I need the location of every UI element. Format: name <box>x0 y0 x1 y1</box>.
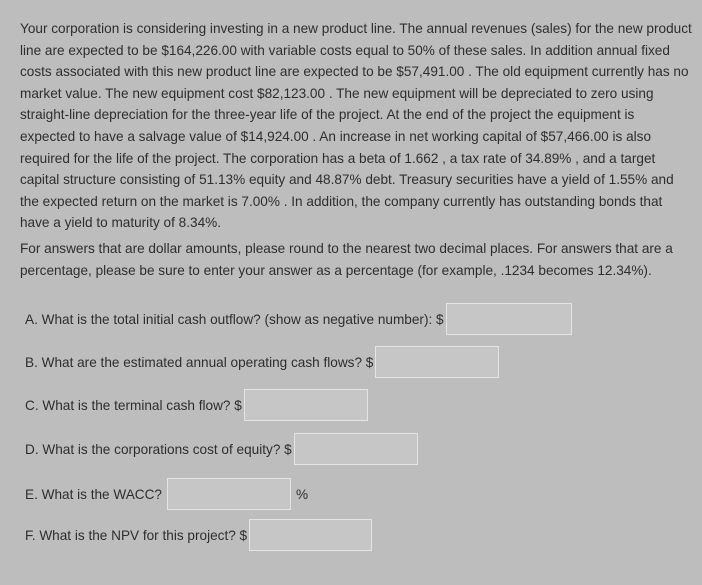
percent-unit-label: % <box>295 486 309 502</box>
question-a-label: A. What is the total initial cash outflow? (show as negative number): $ <box>25 311 444 327</box>
question-f-answer-input[interactable] <box>249 519 372 551</box>
question-c-label: C. What is the terminal cash flow? $ <box>25 397 242 413</box>
question-d-label: D. What is the corporations cost of equity? $ <box>25 441 292 457</box>
question-c <box>25 388 368 422</box>
question-b-label: B. What are the estimated annual operating cash flows? $ <box>25 354 374 370</box>
question-b <box>25 345 499 379</box>
question-c-answer-input[interactable] <box>244 389 368 421</box>
problem-statement: Your corporation is considering investing in a new product line. The annual revenues (sales) for the new product line are expected to be $164,226.00 with variable costs equal to 50% of these sales. In addition annual fixed costs associated with this new product line are expected to be $57,491.00 . The old equipment currently has no market value. The new equipment cost $82,123.00 . The new equipment will be depreciated to zero using straight-line depreciation for the three-year life of the project. At the end of the project the equipment is expected to have a salvage value of $14,924.00 . An increase in net working capital of $57,466.00 is also required for the life of the project. The corporation has a beta of 1.662 , a tax rate of 34.89% , and a target capital structure consisting of 51.13% equity and 48.87% debt. Treasury securities have a yield of 1.55% and the expected return on the market is 7.00% . In addition, the company currently has outstanding bonds that have a yield to maturity of 8.34%. <box>20 21 692 231</box>
question-e-answer-input[interactable] <box>167 478 291 510</box>
question-e <box>25 477 308 511</box>
question-d <box>25 432 418 466</box>
question-b-answer-input[interactable] <box>375 346 499 378</box>
question-d-answer-input[interactable] <box>294 433 418 465</box>
question-f <box>25 518 372 552</box>
question-f-label: F. What is the NPV for this project? $ <box>25 527 248 543</box>
question-a-answer-input[interactable] <box>446 303 572 335</box>
question-a <box>25 302 572 336</box>
question-e-label: E. What is the WACC? <box>25 486 162 502</box>
rounding-instructions: For answers that are dollar amounts, please round to the nearest two decimal places. For answers that are a percentage, please be sure to enter your answer as a percentage (for example, .1234 becomes 12.34%). <box>20 241 673 278</box>
